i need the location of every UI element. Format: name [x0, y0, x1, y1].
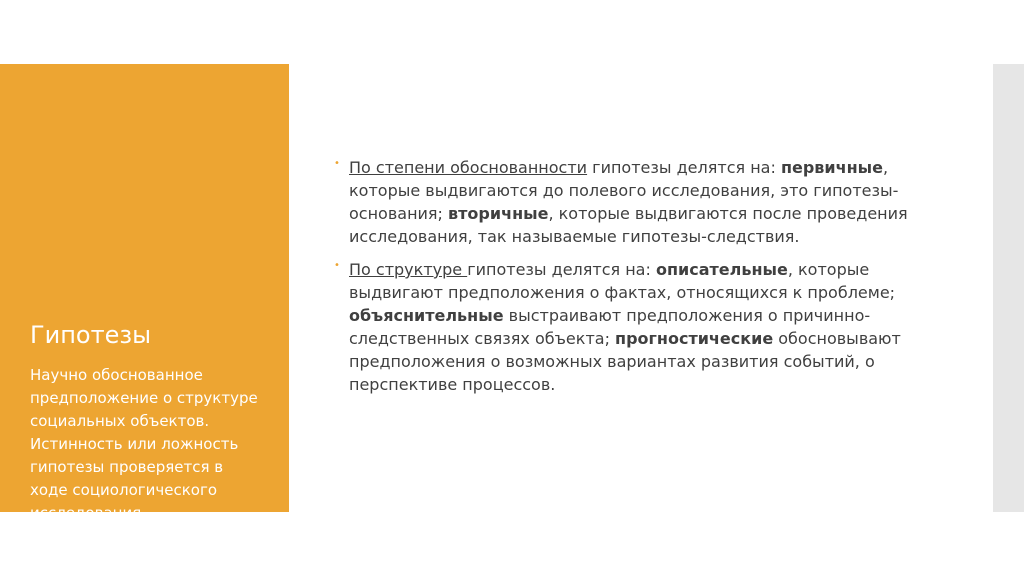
bullet-term: объяснительные — [349, 306, 504, 325]
slide-title: Гипотезы — [30, 321, 152, 349]
bullet-icon: • — [334, 158, 340, 169]
bullet-item — [334, 156, 934, 248]
bullet-heading: По степени обоснованности — [349, 158, 588, 177]
bullet-list — [334, 156, 934, 406]
bullet-term: прогностические — [615, 329, 774, 348]
bullet-text: , которые выдвигают предположения о фактах, относящихся к проблеме; — [349, 260, 896, 302]
title-panel — [0, 64, 289, 522]
bullet-item — [334, 258, 934, 396]
bullet-text: обосновывают предположения о возможных вариантах развития событий, о перспективе процессов. — [349, 329, 901, 394]
slide-subtitle: Научно обоснованное предположение о структуре социальных объектов. Истинность или ложность гипотезы проверяется в ходе социологического исследования — [30, 366, 258, 522]
bullet-text: , которые выдвигаются после проведения исследования, так называемые гипотезы-следствия. — [349, 204, 908, 246]
decorative-strip — [993, 64, 1024, 512]
bullet-term: описательные — [655, 260, 788, 279]
bullet-text: выстраивают предположения о причинно-следственных связях объекта; — [349, 306, 871, 348]
bullet-term: первичные — [780, 158, 883, 177]
bullet-heading: По структуре — [349, 260, 468, 279]
bullet-icon: • — [334, 260, 340, 271]
bullet-text: гипотезы делятся на: — [467, 260, 656, 279]
bullet-term: вторичные — [448, 204, 549, 223]
bullet-text: гипотезы делятся на: — [587, 158, 781, 177]
bullet-text: , которые выдвигаются до полевого исследования, это гипотезы-основания; — [349, 158, 899, 223]
